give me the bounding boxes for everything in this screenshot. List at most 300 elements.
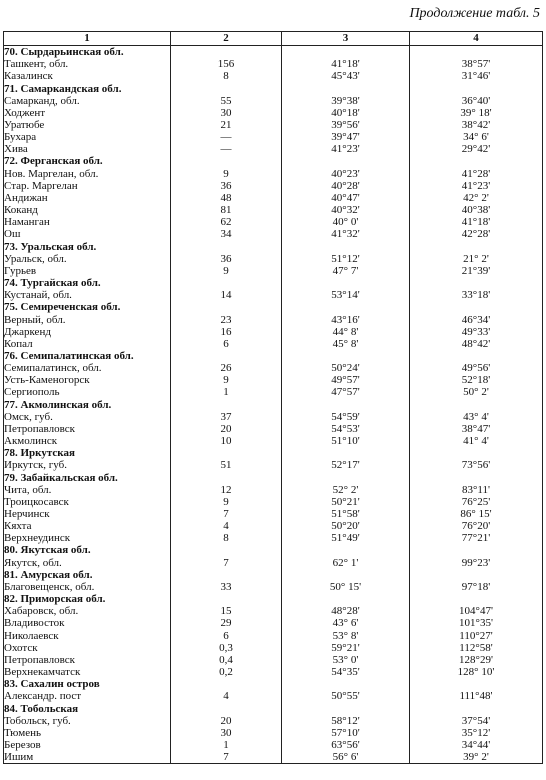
cell-col2: 9	[171, 374, 282, 386]
cell-name: Ходжент	[4, 107, 171, 119]
cell-col4: 41° 4'	[410, 435, 543, 447]
table-row	[4, 192, 543, 204]
cell-col3: 39°47'	[282, 131, 410, 143]
cell-col4: 29°42'	[410, 143, 543, 155]
cell-col3	[282, 301, 410, 313]
cell-col3: 41°32'	[282, 228, 410, 240]
cell-col4: 111°48'	[410, 690, 543, 702]
cell-col2: 81	[171, 204, 282, 216]
cell-col4: 33°18'	[410, 289, 543, 301]
cell-col4: 38°42'	[410, 119, 543, 131]
cell-col4: 77°21'	[410, 532, 543, 544]
cell-name: Уральск, обл.	[4, 253, 171, 265]
region-row	[4, 447, 543, 459]
table-row	[4, 411, 543, 423]
cell-col2: 1	[171, 386, 282, 398]
region-row	[4, 46, 543, 59]
cell-name: Нов. Маргелан, обл.	[4, 168, 171, 180]
cell-col4	[410, 241, 543, 253]
cell-col2: 7	[171, 508, 282, 520]
cell-col3: 47° 7'	[282, 265, 410, 277]
cell-col2	[171, 241, 282, 253]
cell-col3	[282, 471, 410, 483]
cell-name: 72. Ферганская обл.	[4, 155, 171, 167]
cell-col3: 43°16'	[282, 313, 410, 325]
cell-col3: 41°23'	[282, 143, 410, 155]
cell-col2: 8	[171, 70, 282, 82]
region-row	[4, 301, 543, 313]
cell-name: 75. Семиреченская обл.	[4, 301, 171, 313]
cell-col3	[282, 155, 410, 167]
cell-col3: 51°12'	[282, 253, 410, 265]
cell-name: Семипалатинск, обл.	[4, 362, 171, 374]
cell-col3: 53°14'	[282, 289, 410, 301]
cell-col2: 48	[171, 192, 282, 204]
cell-name: Верхнеудинск	[4, 532, 171, 544]
cell-col2	[171, 301, 282, 313]
cell-col2: 0,4	[171, 654, 282, 666]
table-row	[4, 228, 543, 240]
cell-col2: 4	[171, 690, 282, 702]
cell-col3: 53° 8'	[282, 630, 410, 642]
cell-col2: 21	[171, 119, 282, 131]
cell-col3	[282, 46, 410, 59]
cell-col2: 20	[171, 423, 282, 435]
cell-col2: 7	[171, 751, 282, 764]
cell-name: Петропавловск	[4, 423, 171, 435]
cell-name: 83. Сахалин остров	[4, 678, 171, 690]
cell-col4: 35°12'	[410, 727, 543, 739]
table-row	[4, 630, 543, 642]
cell-name: 70. Сырдарьинская обл.	[4, 46, 171, 59]
cell-col2: 23	[171, 313, 282, 325]
cell-col3	[282, 569, 410, 581]
cell-col4	[410, 447, 543, 459]
cell-col3: 54°59'	[282, 411, 410, 423]
cell-col3	[282, 544, 410, 556]
cell-name: Бухара	[4, 131, 171, 143]
cell-col4	[410, 82, 543, 94]
cell-col3: 45°43'	[282, 70, 410, 82]
cell-col4: 46°34'	[410, 313, 543, 325]
cell-col4	[410, 678, 543, 690]
region-row	[4, 678, 543, 690]
cell-col2: 9	[171, 496, 282, 508]
cell-col4	[410, 593, 543, 605]
cell-col4: 42°28'	[410, 228, 543, 240]
cell-col4: 40°38'	[410, 204, 543, 216]
cell-name: Стар. Маргелан	[4, 180, 171, 192]
cell-col3: 50°55'	[282, 690, 410, 702]
cell-name: Петропавловск	[4, 654, 171, 666]
cell-col3: 40°32'	[282, 204, 410, 216]
cell-col2: 9	[171, 265, 282, 277]
cell-col4: 41°28'	[410, 168, 543, 180]
table-row	[4, 386, 543, 398]
cell-col2: 9	[171, 168, 282, 180]
cell-col4: 76°25'	[410, 496, 543, 508]
region-row	[4, 277, 543, 289]
table-row	[4, 715, 543, 727]
column-header-1: 1	[4, 32, 171, 46]
cell-name: 76. Семипалатинская обл.	[4, 350, 171, 362]
cell-col2: 4	[171, 520, 282, 532]
table-row	[4, 95, 543, 107]
region-row	[4, 702, 543, 714]
cell-col3: 57°10'	[282, 727, 410, 739]
cell-col3: 53° 0'	[282, 654, 410, 666]
cell-name: Тобольск, губ.	[4, 715, 171, 727]
table-row	[4, 605, 543, 617]
cell-col2	[171, 702, 282, 714]
region-row	[4, 241, 543, 253]
cell-name: Чита, обл.	[4, 484, 171, 496]
cell-name: Ишим	[4, 751, 171, 764]
cell-col2: 20	[171, 715, 282, 727]
cell-col2: 36	[171, 180, 282, 192]
region-row	[4, 471, 543, 483]
region-row	[4, 399, 543, 411]
cell-name: Хива	[4, 143, 171, 155]
cell-col4	[410, 46, 543, 59]
table-row	[4, 520, 543, 532]
column-header-4: 4	[410, 32, 543, 46]
cell-col3: 51°10'	[282, 435, 410, 447]
table-row	[4, 143, 543, 155]
region-row	[4, 593, 543, 605]
table-row	[4, 168, 543, 180]
table-row	[4, 70, 543, 82]
cell-col4: 38°47'	[410, 423, 543, 435]
cell-col4: 31°46'	[410, 70, 543, 82]
cell-col2: 10	[171, 435, 282, 447]
cell-col3: 41°18'	[282, 58, 410, 70]
cell-name: Омск, губ.	[4, 411, 171, 423]
cell-col4: 104°47'	[410, 605, 543, 617]
cell-col2	[171, 678, 282, 690]
cell-col2: 16	[171, 326, 282, 338]
cell-col2: 7	[171, 557, 282, 569]
table-row	[4, 265, 543, 277]
cell-col3: 52°17'	[282, 459, 410, 471]
table-row	[4, 459, 543, 471]
cell-col2	[171, 155, 282, 167]
cell-name: Наманган	[4, 216, 171, 228]
cell-col4	[410, 471, 543, 483]
table-row	[4, 484, 543, 496]
cell-col3: 40°28'	[282, 180, 410, 192]
cell-col2	[171, 544, 282, 556]
cell-col3: 40°47'	[282, 192, 410, 204]
cell-col4	[410, 399, 543, 411]
cell-col4: 83°11'	[410, 484, 543, 496]
cell-name: Кустанай, обл.	[4, 289, 171, 301]
cell-col3: 63°56'	[282, 739, 410, 751]
cell-name: Акмолинск	[4, 435, 171, 447]
cell-col4: 42° 2'	[410, 192, 543, 204]
cell-col4: 99°23'	[410, 557, 543, 569]
cell-col4: 38°57'	[410, 58, 543, 70]
cell-col4: 110°27'	[410, 630, 543, 642]
cell-col4: 21°39'	[410, 265, 543, 277]
cell-col4	[410, 277, 543, 289]
header-row	[4, 32, 543, 46]
cell-col3	[282, 447, 410, 459]
cell-col4: 39° 2'	[410, 751, 543, 764]
cell-col4: 50° 2'	[410, 386, 543, 398]
cell-name: Гурьев	[4, 265, 171, 277]
cell-col2	[171, 277, 282, 289]
cell-col3: 39°38'	[282, 95, 410, 107]
cell-name: Якутск, обл.	[4, 557, 171, 569]
cell-col3: 54°35'	[282, 666, 410, 678]
table-row	[4, 423, 543, 435]
cell-col4: 37°54'	[410, 715, 543, 727]
cell-col3: 50°20'	[282, 520, 410, 532]
cell-name: Верный, обл.	[4, 313, 171, 325]
cell-col3: 44° 8'	[282, 326, 410, 338]
cell-name: 73. Уральская обл.	[4, 241, 171, 253]
cell-name: 84. Тобольская	[4, 702, 171, 714]
region-row	[4, 350, 543, 362]
cell-name: Казалинск	[4, 70, 171, 82]
cell-col3: 45° 8'	[282, 338, 410, 350]
column-header-2: 2	[171, 32, 282, 46]
cell-col3	[282, 350, 410, 362]
table-row	[4, 666, 543, 678]
table-row	[4, 326, 543, 338]
cell-col3	[282, 593, 410, 605]
table-row	[4, 496, 543, 508]
table-row	[4, 739, 543, 751]
table-row	[4, 557, 543, 569]
cell-name: Ош	[4, 228, 171, 240]
table-row	[4, 435, 543, 447]
cell-col3: 51°58'	[282, 508, 410, 520]
cell-col2: 36	[171, 253, 282, 265]
table-row	[4, 362, 543, 374]
table-row	[4, 180, 543, 192]
region-row	[4, 82, 543, 94]
table-row	[4, 313, 543, 325]
table-row	[4, 253, 543, 265]
table-row	[4, 119, 543, 131]
table-row	[4, 338, 543, 350]
cell-col4	[410, 544, 543, 556]
table-body	[4, 46, 543, 764]
cell-col3: 40° 0'	[282, 216, 410, 228]
cell-col3: 50°21'	[282, 496, 410, 508]
cell-col3: 56° 6'	[282, 751, 410, 764]
cell-col4: 112°58'	[410, 642, 543, 654]
cell-col3: 50°24'	[282, 362, 410, 374]
cell-name: Уратюбе	[4, 119, 171, 131]
cell-col4: 39° 18'	[410, 107, 543, 119]
cell-col2	[171, 350, 282, 362]
table-row	[4, 204, 543, 216]
cell-col4: 34°44'	[410, 739, 543, 751]
cell-name: Самарканд, обл.	[4, 95, 171, 107]
region-row	[4, 544, 543, 556]
cell-col4: 101°35'	[410, 617, 543, 629]
cell-col2: 30	[171, 107, 282, 119]
cell-col2: 30	[171, 727, 282, 739]
cell-name: Андижан	[4, 192, 171, 204]
cell-name: Ташкент, обл.	[4, 58, 171, 70]
cell-col3: 59°21'	[282, 642, 410, 654]
cell-col3	[282, 277, 410, 289]
cell-name: Джаркенд	[4, 326, 171, 338]
cell-col3: 50° 15'	[282, 581, 410, 593]
cell-name: Иркутск, губ.	[4, 459, 171, 471]
cell-name: Тюмень	[4, 727, 171, 739]
cell-col3: 54°53'	[282, 423, 410, 435]
cell-col4: 49°56'	[410, 362, 543, 374]
cell-col4: 128°29'	[410, 654, 543, 666]
cell-col2	[171, 447, 282, 459]
cell-name: Коканд	[4, 204, 171, 216]
cell-name: Хабаровск, обл.	[4, 605, 171, 617]
cell-col4	[410, 702, 543, 714]
cell-col2: 6	[171, 338, 282, 350]
table-row	[4, 107, 543, 119]
cell-col3: 40°23'	[282, 168, 410, 180]
cell-name: 81. Амурская обл.	[4, 569, 171, 581]
cell-name: 78. Иркутская	[4, 447, 171, 459]
cell-name: 80. Якутская обл.	[4, 544, 171, 556]
cell-col3: 52° 2'	[282, 484, 410, 496]
cell-col4: 36°40'	[410, 95, 543, 107]
region-row	[4, 155, 543, 167]
cell-col3	[282, 678, 410, 690]
cell-name: Александр. пост	[4, 690, 171, 702]
cell-name: Березов	[4, 739, 171, 751]
cell-col3: 48°28'	[282, 605, 410, 617]
cell-col3: 47°57'	[282, 386, 410, 398]
cell-name: Благовещенск, обл.	[4, 581, 171, 593]
cell-col3	[282, 399, 410, 411]
table-row	[4, 532, 543, 544]
cell-col2: 51	[171, 459, 282, 471]
table-row	[4, 690, 543, 702]
cell-col2: 6	[171, 630, 282, 642]
cell-col3: 58°12'	[282, 715, 410, 727]
cell-col2	[171, 471, 282, 483]
cell-col2: —	[171, 143, 282, 155]
cell-col3: 62° 1'	[282, 557, 410, 569]
cell-col4: 76°20'	[410, 520, 543, 532]
cell-col2: 156	[171, 58, 282, 70]
cell-name: 79. Забайкальская обл.	[4, 471, 171, 483]
cell-name: 82. Приморская обл.	[4, 593, 171, 605]
cell-name: Кяхта	[4, 520, 171, 532]
cell-col3	[282, 82, 410, 94]
table-row	[4, 374, 543, 386]
column-header-3: 3	[282, 32, 410, 46]
cell-name: Усть-Каменогорск	[4, 374, 171, 386]
table-row	[4, 216, 543, 228]
cell-col4: 41°18'	[410, 216, 543, 228]
table-row	[4, 58, 543, 70]
cell-col4: 97°18'	[410, 581, 543, 593]
cell-col2	[171, 399, 282, 411]
cell-name: Николаевск	[4, 630, 171, 642]
cell-col2: 26	[171, 362, 282, 374]
cell-name: Нерчинск	[4, 508, 171, 520]
table-row	[4, 508, 543, 520]
cell-col3	[282, 241, 410, 253]
cell-col4: 52°18'	[410, 374, 543, 386]
table-row	[4, 617, 543, 629]
cell-col4: 41°23'	[410, 180, 543, 192]
cell-name: 71. Самаркандская обл.	[4, 82, 171, 94]
region-row	[4, 569, 543, 581]
cell-name: Копал	[4, 338, 171, 350]
table-row	[4, 654, 543, 666]
table-row	[4, 751, 543, 764]
cell-col2: 0,3	[171, 642, 282, 654]
cell-col4: 21° 2'	[410, 253, 543, 265]
cell-col2: 14	[171, 289, 282, 301]
cell-col4: 49°33'	[410, 326, 543, 338]
table-row	[4, 727, 543, 739]
cell-name: 77. Акмолинская обл.	[4, 399, 171, 411]
cell-col2: 0,2	[171, 666, 282, 678]
cell-name: 74. Тургайская обл.	[4, 277, 171, 289]
cell-col3: 39°56'	[282, 119, 410, 131]
cell-col4	[410, 155, 543, 167]
cell-col2: 12	[171, 484, 282, 496]
cell-col3: 51°49'	[282, 532, 410, 544]
cell-col2: 15	[171, 605, 282, 617]
table-caption: Продолжение табл. 5	[409, 6, 540, 21]
cell-col2: 55	[171, 95, 282, 107]
cell-col3: 40°18'	[282, 107, 410, 119]
cell-col2	[171, 82, 282, 94]
cell-col2: 62	[171, 216, 282, 228]
cell-col2	[171, 569, 282, 581]
cell-col4	[410, 350, 543, 362]
cell-name: Охотск	[4, 642, 171, 654]
cell-col2: 34	[171, 228, 282, 240]
cell-col2	[171, 46, 282, 59]
cell-name: Верхнекамчатск	[4, 666, 171, 678]
cell-name: Сергиополь	[4, 386, 171, 398]
data-table	[3, 31, 543, 764]
table-row	[4, 581, 543, 593]
cell-col4: 48°42'	[410, 338, 543, 350]
cell-col2: —	[171, 131, 282, 143]
table-row	[4, 642, 543, 654]
cell-col4: 34° 6'	[410, 131, 543, 143]
cell-col3: 49°57'	[282, 374, 410, 386]
cell-col4: 86° 15'	[410, 508, 543, 520]
table-row	[4, 131, 543, 143]
cell-col3	[282, 702, 410, 714]
cell-name: Троицкосавск	[4, 496, 171, 508]
cell-col2	[171, 593, 282, 605]
cell-col4	[410, 301, 543, 313]
cell-col4: 73°56'	[410, 459, 543, 471]
cell-col4	[410, 569, 543, 581]
cell-col4: 128° 10'	[410, 666, 543, 678]
cell-col2: 8	[171, 532, 282, 544]
cell-col2: 1	[171, 739, 282, 751]
cell-col4: 43° 4'	[410, 411, 543, 423]
cell-col2: 33	[171, 581, 282, 593]
cell-col2: 37	[171, 411, 282, 423]
cell-col3: 43° 6'	[282, 617, 410, 629]
